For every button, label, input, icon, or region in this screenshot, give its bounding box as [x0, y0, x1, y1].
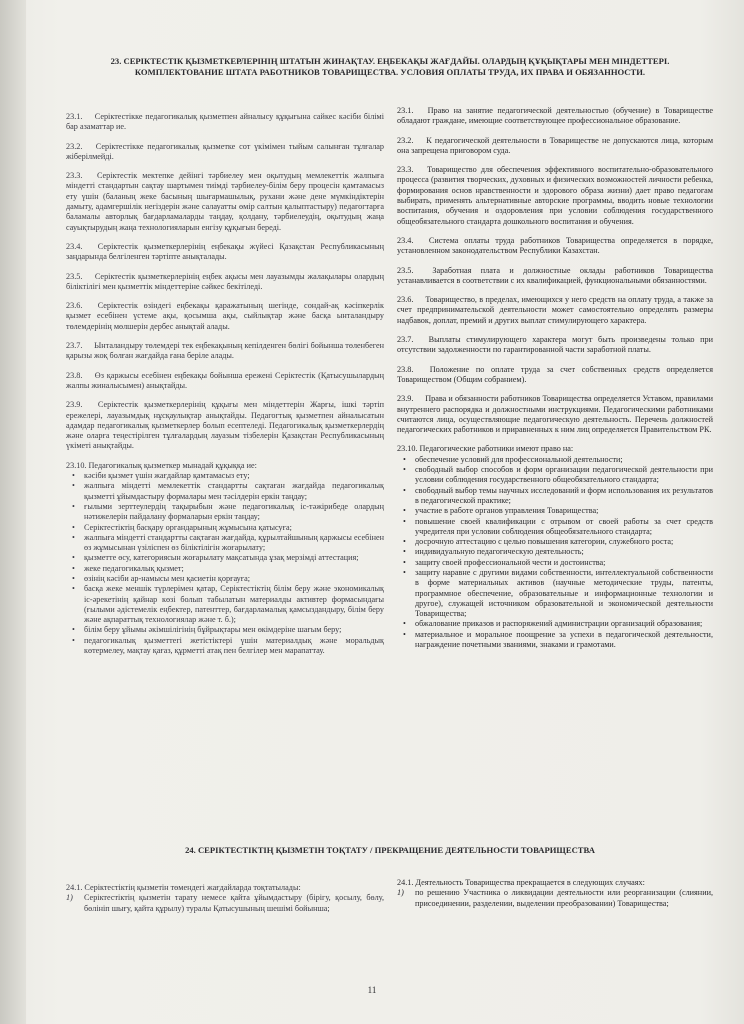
list-item: • досрочную аттестацию с целью повышения категории, служебного роста; — [415, 537, 713, 547]
clause-number: 23.3. — [66, 171, 83, 181]
list-item: • свободный выбор способов и форм организации педагогической деятельности при условии соблюдения государственного общеобязательного стандарта; — [415, 465, 713, 486]
kz-clause — [66, 400, 384, 451]
clause-text: Өз қаржысы есебінен еңбекақы бойынша ережені Серіктестік (Қатысушылардың жалпы жиналысымен) анықтайды. — [66, 370, 385, 390]
clause-text: К педагогической деятельности в Товариществе не допускаются лица, которым она запрещена приговором суда. — [397, 135, 714, 155]
binding-edge — [0, 0, 26, 1024]
clause-text: Право на занятие педагогической деятельностью (обучение) в Товариществе обладают граждане, имеющие соответствующее профессиональное образование. — [397, 106, 713, 126]
clause-text: Товарищество, в пределах, имеющихся у него средств на оплату труда, а также за счет предпринимательской деятельности может самостоятельно определять размеры надбавок, доплат, премий и других выплат стимулирующего характера. — [397, 295, 714, 325]
clause-text: Ынталандыру төлемдері тек еңбекақының кепілденген бөлігі бойынша төленбеген қарызы жоқ болған жағдайда ғана беріле алады. — [66, 341, 384, 361]
kz-24-intro: 24.1. Серіктестіктің қызметін төмендегі жағдайларда тоқтатылады: — [66, 883, 301, 892]
section-23-heading: 23. СЕРІКТЕСТІК ҚЫЗМЕТКЕРЛЕРІНІҢ ШТАТЫН ЖИНАҚТАУ. ЕҢБЕКАҚЫ ЖАҒДАЙЫ. ОЛАРДЫҢ ҚҰҚЫҚТАРЫ МЕН МІНДЕТТЕРІ. КОМПЛЕКТОВАНИЕ ШТАТА РАБОТНИКОВ ТОВАРИЩЕСТВА. УСЛОВИЯ ОПЛАТЫ ТРУДА, ИХ ПРАВА И ОБЯЗАННОСТИ. — [110, 56, 670, 77]
clause-number: 23.6. — [397, 295, 414, 305]
list-item: • жалпыға міндетті стандартты сақтаған жағдайда, құрылтайшының қаржысы есебінен өз жұмысынан үзіліспен өз біліктілігін жоғарылату; — [84, 533, 384, 554]
kz-clause — [66, 242, 384, 263]
clause-text: Товарищество для обеспечения эффективного воспитательно-образовательного процесса (развития творческих, духовных и физических возможностей личности ребенка, формирования основ нравственности и здорового образа жизни) дает право педагогам выбирать, применять альтернативные авторские программы, вводить новые технологии воспитания, обучения и оздоровления при условии соблюдения государственного общеобязательного стандарта дошкольного воспитания и обучения. — [397, 165, 713, 226]
ru-clause — [397, 365, 713, 386]
clause-number: 23.9. — [397, 394, 414, 404]
clause-number: 23.6. — [66, 301, 83, 311]
clause-number: 23.5. — [397, 265, 414, 275]
list-item — [66, 893, 384, 914]
ru-clause — [397, 136, 713, 157]
clause-text: Серіктестік қызметкерлерінің еңбек ақысы мен лауазымды жалақылары олардың біліктілігі мен қызметтік міндеттеріне сәйкес бекітіледі. — [66, 271, 385, 291]
clause-number: 23.5. — [66, 271, 83, 281]
page-number: 11 — [367, 985, 377, 995]
list-item: • участие в работе органов управления Товарищества; — [415, 506, 713, 516]
list-item: • свободный выбор темы научных исследований и форм использования их результатов в педагогической практике; — [415, 486, 713, 507]
list-item: • повышение своей квалификации с отрывом от своей работы за счет средств учредителя при условии соблюдения общеобязательного стандарта; — [415, 517, 713, 538]
clause-number: 23.9. — [66, 400, 83, 410]
list-item: • ғылыми зерттеулердің тақырыбын және педагогикалық іс-тәжірибеде олардың нәтижелерін пайдалану формаларын еркін таңдау; — [84, 502, 384, 523]
clause-text: Заработная плата и должностные оклады работников Товарищества устанавливается в соответствии с их квалификацией, функциональными обязанностями. — [397, 265, 713, 285]
clause-text: Серіктестік қызметкерлерінің құқығы мен міндеттерін Жарғы, ішкі тәртіп ережелері, лауазымдық нұсқаулықтар анықтайды. Педагогтық қызметпен айналысатын адамдар педагогикалық қызметкерлер болып есептеледі. Педагогикалық қызметкерлердің және оларға теңестірілген тұлғалардың лауазым тізбелерін Қазақстан Республикасының үкіметі анықтайды. — [66, 400, 384, 451]
list-item: • қызметте өсу, категориясын жоғарылату мақсатында ұзақ мерзімді аттестация; — [84, 553, 384, 563]
kz-rights-list — [66, 471, 384, 656]
clause-number: 23.7. — [397, 335, 414, 345]
ru-rights-list — [397, 455, 713, 651]
kz-24-list — [66, 893, 384, 914]
list-item: • материальное и моральное поощрение за успехи в педагогической деятельности, награждение почетными званиями, знаками и грамотами. — [415, 630, 713, 651]
clause-number: 23.2. — [66, 141, 83, 151]
section-23-ru-column — [397, 106, 713, 650]
clause-text: Серіктестік мектепке дейінгі тәрбиелеу мен оқытудың мемлекеттік жалпыға міндетті стандартын сақтау шартымен тиімді тәрбиелеу-білім беру процесін қамтамасыз ету үшін (баланың жеке басының шығармашылық, рухани және дене мүмкіндіктерін дамыту, адамгершілік негіздерін және салауатты өмір салтын қалыптастыру) педагогтарға баламалы авторлық бағдарламаларды таңдау, қолдану, тәрбиелеудің, оқытудың жаңа сауықтырудың жаңа технологияларын енгізу құқығын береді. — [66, 171, 384, 232]
clause-text: Серіктестікке педагогикалық қызметке сот үкімімен тыйым салынған тұлғалар жіберілмейді. — [66, 141, 385, 161]
clause-text: Серіктестікке педагогикалық қызметпен айналысу құқығына сайкес кәсіби білімі бар азаматтар ие. — [66, 112, 385, 132]
list-item: • кәсіби қызмет үшін жағдайлар қамтамасыз ету; — [84, 471, 384, 481]
kz-clause — [66, 301, 384, 332]
item-mark: 1) — [66, 893, 73, 903]
ru-clause — [397, 266, 713, 287]
kz-clause — [66, 142, 384, 163]
section-23-kz-column — [66, 112, 384, 656]
clause-text: Права и обязанности работников Товарищества определяется Уставом, правилами внутреннего распорядка и должностными инструкциями. Педагогическими работниками считаются лица, осуществляющие педагогическую деятельность. Перечень должностей педагогических работников и приравненных к ним лиц определяется Правительством РК. — [397, 394, 713, 435]
list-item: • Серіктестіктің басқару органдарының жұмысына қатысуға; — [84, 523, 384, 533]
clause-number: 23.3. — [397, 165, 414, 175]
list-item — [397, 888, 713, 909]
kz-clause — [66, 341, 384, 362]
list-item: • защиту своей профессиональной чести и достоинства; — [415, 558, 713, 568]
ru-clause — [397, 394, 713, 435]
kz-clause — [66, 171, 384, 233]
clause-number: 23.2. — [397, 135, 414, 145]
clause-text: Серіктестік қызметкерлерінің еңбекақы жүйесі Қазақстан Республикасының заңдарында белгіленген тәртіпте анықталады. — [66, 241, 385, 262]
clause-text: Система оплаты труда работников Товарищества определяется в порядке, установленном законодательством Республики Казахстан. — [397, 235, 713, 256]
list-item: • педагогикалық қызметтегі жетістіктері үшін материалдық және моральдық көтермелеу, мақтау қағаз, құрметті атақ пен белгілер мен марапаттау. — [84, 636, 384, 657]
clause-text: Выплаты стимулирующего характера могут быть произведены только при отсутствии задолженности по гарантированной части заработной платы. — [397, 335, 714, 355]
list-item: • обеспечение условий для профессиональной деятельности; — [415, 455, 713, 465]
clause-number: 23.4. — [66, 241, 83, 251]
ru-24-list — [397, 888, 713, 909]
section-24-ru-column — [397, 878, 713, 909]
clause-number: 23.8. — [397, 364, 414, 374]
clause-text: Серіктестік өзіндегі еңбекақы қаражатының шегінде, сондай-ақ кәсіпкерлік қызмет есебінен үстеме ақы, қосымша ақы, сыйлықтар және басқа ынталандыру төлемдерінің мөлшерін дербес анықтай алады. — [66, 301, 385, 331]
list-item: • индивидуальную педагогическую деятельность; — [415, 547, 713, 557]
list-item: • білім беру ұйымы әкімшілігінің бұйрықтары мен өкімдеріне шағым беру; — [84, 625, 384, 635]
list-item: • защиту наравне с другими видами собственности, интеллектуальной собственности в форме материальных активов (научные методические труды, патенты, программное обеспечение, образовательные и информационные технологии и другое), служащей источником образовательной и экономической деятельности Товарищества; — [415, 568, 713, 619]
clause-number: 23.4. — [397, 235, 414, 245]
list-item: • жалпыға міндетті мемлекеттік стандартты сақтаған жағдайда педагогикалық қызметті ұйымдастыру формалары мен тәсілдерін еркін таңдау; — [84, 481, 384, 502]
ru-24-intro: 24.1. Деятельность Товарищества прекращается в следующих случаях: — [397, 878, 645, 887]
list-item: • басқа жеке меншік түрлерімен қатар, Серіктестіктің білім беру және экономикалық іс-әрекетінің қайнар көзі болып табылатын материалды активтер формасындағы (ғылыми әдістемелік еңбектер, патенттер, бағдарламалық қамсыздандыру, білім беру және ақпараттық технологиялар және т. б.); — [84, 584, 384, 625]
clause-text: Положение по оплате труда за счет собственных средств определяется Товариществом (Общим собранием). — [397, 364, 713, 384]
clause-number: 23.8. — [66, 370, 83, 380]
ru-rights-intro: 23.10. Педагогические работники имеют право на: — [397, 444, 574, 454]
item-mark: 1) — [397, 888, 404, 898]
kz-clause — [66, 112, 384, 133]
kz-clause — [66, 272, 384, 293]
ru-clause — [397, 236, 713, 257]
item-text: Серіктестіктің қызметін тарату немесе қайта ұйымдастыру (бірігу, қосылу, бөлу, бөлініп шығу, қайта құрылу) туралы Қатысушының шешімі бойынша; — [84, 893, 384, 913]
clause-number: 23.7. — [66, 341, 83, 351]
list-item: • обжалование приказов и распоряжений администрации организаций образования; — [415, 619, 713, 629]
item-text: по решению Участника о ликвидации деятельности или реорганизации (слиянии, присоединении, разделении, выделении преобразовании) Товарищества; — [415, 888, 713, 908]
ru-clause — [397, 106, 713, 127]
ru-clause — [397, 165, 713, 227]
list-item: • өзінің кәсіби ар-намысы мен қасиетін қорғауға; — [84, 574, 384, 584]
ru-clause — [397, 295, 713, 326]
kz-rights-intro: 23.10. Педагогикалық қызметкер мынадай құқыққа ие: — [66, 460, 257, 470]
ru-clause — [397, 335, 713, 356]
section-24-kz-column — [66, 883, 384, 914]
kz-clause — [66, 371, 384, 392]
section-24-heading: 24. СЕРІКТЕСТІКТІҢ ҚЫЗМЕТІН ТОҚТАТУ / ПРЕКРАЩЕНИЕ ДЕЯТЕЛЬНОСТИ ТОВАРИЩЕСТВА — [185, 845, 595, 855]
clause-number: 23.1. — [66, 112, 83, 121]
clause-number: 23.1. — [397, 106, 414, 115]
list-item: • жеке педагогикалық қызмет; — [84, 564, 384, 574]
